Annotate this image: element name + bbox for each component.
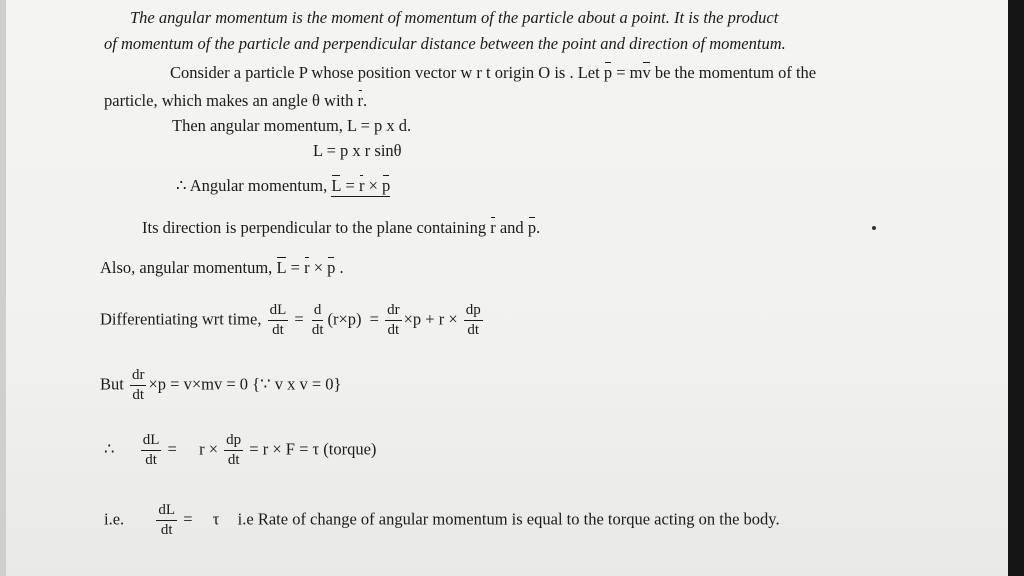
fraction-dr-dt-2: $\frac{dr}{dt}$ bbox=[131, 367, 145, 403]
differentiating-line: Differentiating wrt time, $\frac{dL}{dt}$ = $\frac{d}{dt}$ (r×p) = $\frac{dr}{dt}$ ×p + r × $\frac{dp}{dt}$ bbox=[100, 302, 481, 338]
vector-p: p bbox=[603, 63, 613, 82]
but-line: But $\frac{dr}{dt}$ ×p = v×mv = 0 {∵ v x v = 0} bbox=[100, 367, 342, 403]
intro-line-2: of momentum of the particle and perpendicular distance between the point and direction of momentum. bbox=[104, 34, 786, 53]
therefore-torque-line: ∴ $\frac{dL}{dt}$ = r × $\frac{dp}{dt}$ = r × F = τ (torque) bbox=[104, 432, 377, 468]
intro-line-1: The angular momentum is the moment of momentum of the particle about a point. It is the product bbox=[130, 8, 779, 27]
direction-line: Its direction is perpendicular to the plane containing r and p. bbox=[142, 218, 541, 237]
fraction-dp-dt-2: $\frac{dp}{dt}$ bbox=[226, 432, 242, 468]
stray-mark bbox=[872, 226, 876, 230]
therefore-angular-momentum: ∴ Angular momentum, L = r × p bbox=[176, 176, 391, 195]
then-line-1: Then angular momentum, L = p x d. bbox=[172, 116, 412, 135]
fraction-dr-dt: $\frac{dr}{dt}$ bbox=[387, 302, 400, 338]
consider-line-1: Consider a particle P whose position vector w r t origin O is . Let p = mv be the momentum of the bbox=[170, 63, 817, 82]
ie-line: i.e. $\frac{dL}{dt}$ = τ i.e Rate of change of angular momentum is equal to the torque acting on the body. bbox=[104, 502, 780, 538]
fraction-d-dt: $\frac{d}{dt}$ bbox=[311, 302, 324, 338]
then-line-2: L = p x r sinθ bbox=[313, 141, 402, 160]
fraction-dL-dt: $\frac{dL}{dt}$ bbox=[269, 302, 287, 338]
fraction-dL-dt-3: $\frac{dL}{dt}$ bbox=[158, 502, 176, 538]
fraction-dL-dt-2: $\frac{dL}{dt}$ bbox=[142, 432, 160, 468]
also-line: Also, angular momentum, L = r × p . bbox=[100, 258, 344, 277]
fraction-dp-dt: $\frac{dp}{dt}$ bbox=[465, 302, 481, 338]
vector-v: v bbox=[642, 63, 651, 82]
background-edge bbox=[1008, 0, 1024, 576]
cross-product-formula: L = r × p bbox=[331, 176, 391, 195]
page-edge bbox=[0, 0, 6, 576]
consider-line-2: particle, which makes an angle θ with r. bbox=[104, 91, 368, 110]
vector-r: r bbox=[357, 91, 363, 110]
